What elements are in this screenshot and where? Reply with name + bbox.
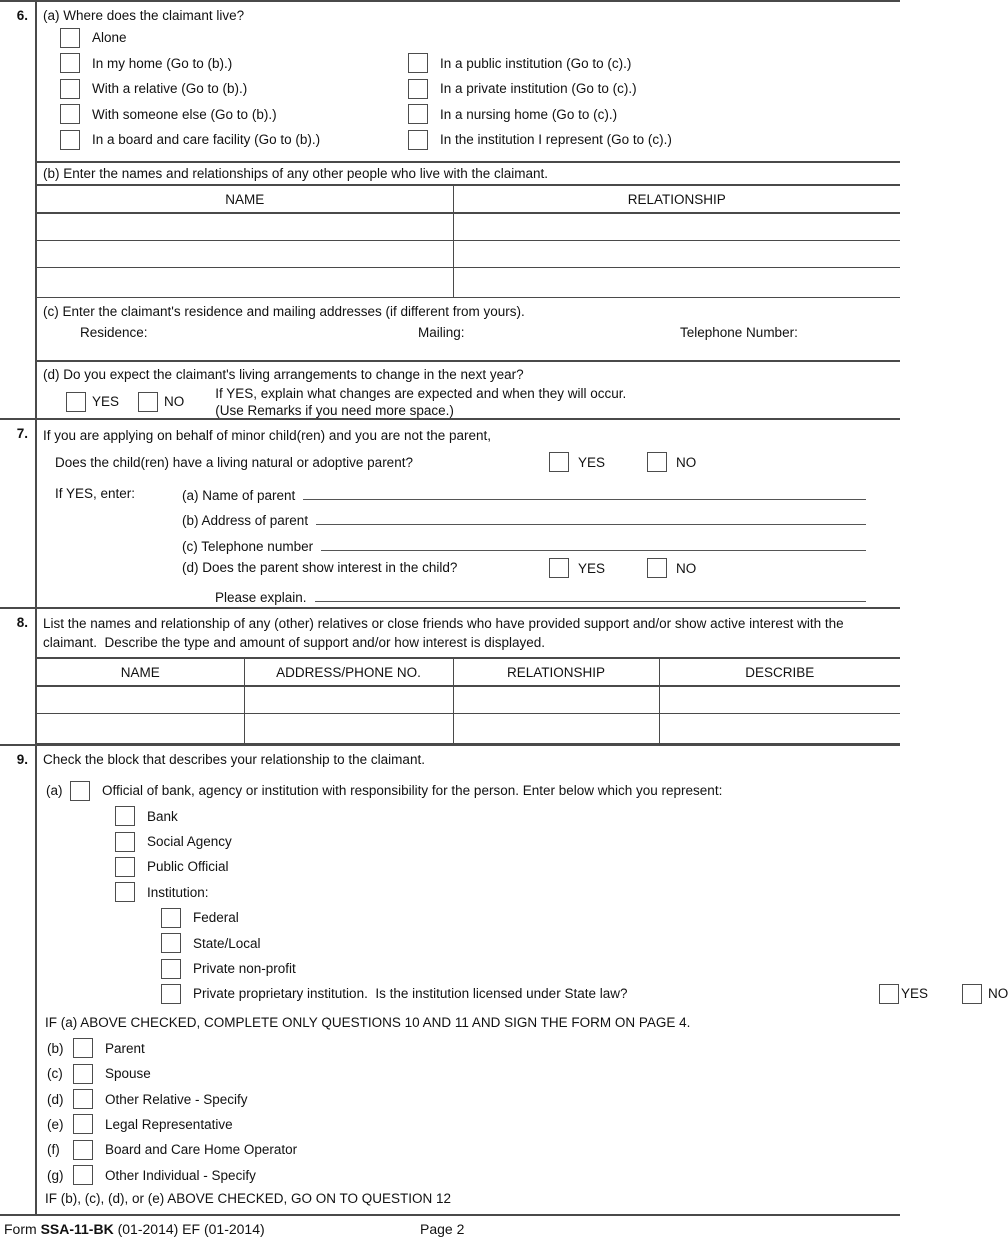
q9-option-state-local[interactable] <box>37 930 900 955</box>
q6a-block <box>37 2 900 161</box>
q6c-label: (c) Enter the claimant's residence and mailing addresses (if different from yours). <box>43 303 525 319</box>
q9-note-bg: IF (b), (c), (d), or (e) ABOVE CHECKED, GO ON TO QUESTION 12 <box>45 1191 452 1207</box>
q6d-label: (d) Do you expect the claimant's living arrangements to change in the next year? <box>43 366 524 382</box>
footer-form-rest: (01-2014) EF (01-2014) <box>117 1220 265 1237</box>
q7-no-group <box>647 452 696 472</box>
q7d-label: (d) Does the parent show interest in the child? <box>182 559 458 575</box>
please-explain-input[interactable] <box>315 601 866 602</box>
telephone-field-label[interactable]: Telephone Number: <box>680 324 798 340</box>
q6a-left-column <box>43 25 408 153</box>
question-9-content <box>37 746 1008 1214</box>
q8-col-address: ADDRESS/PHONE NO. <box>244 658 453 686</box>
checkbox-with-relative[interactable] <box>60 79 80 99</box>
page-footer <box>0 1221 900 1237</box>
q6b-relationship-cell[interactable] <box>453 240 900 267</box>
checkbox-alone[interactable] <box>60 28 80 48</box>
q6d-block <box>37 360 900 418</box>
footer-form-code: SSA-11-BK <box>40 1220 114 1237</box>
option-prefix: (b) <box>47 1040 64 1056</box>
q6c-block <box>37 298 900 360</box>
question-9 <box>0 744 1008 1214</box>
option-label: In my home (Go to (b).) <box>92 55 233 71</box>
table-row <box>37 713 900 743</box>
checkbox-state-local[interactable] <box>161 933 181 953</box>
checkbox-social-agency[interactable] <box>115 832 135 852</box>
q9-option-other-individual[interactable] <box>37 1163 900 1188</box>
option-label: Other Relative - Specify <box>105 1091 248 1107</box>
checkbox-licensed-no[interactable] <box>962 984 982 1004</box>
no-label: NO <box>676 454 697 470</box>
q8-describe-cell[interactable] <box>659 686 900 713</box>
option-label: Federal <box>193 910 239 926</box>
option-public-institution[interactable] <box>408 51 672 77</box>
option-prefix: (e) <box>47 1116 64 1132</box>
q6d-note <box>215 385 626 419</box>
yes-label: YES <box>901 986 929 1002</box>
checkbox-official[interactable] <box>70 781 90 801</box>
table-row <box>37 213 900 240</box>
yes-label: YES <box>92 394 120 409</box>
q8-name-cell[interactable] <box>37 686 244 713</box>
mailing-field-label[interactable]: Mailing: <box>418 324 465 340</box>
q8-col-describe: DESCRIBE <box>659 658 900 686</box>
q7a-row <box>37 479 900 505</box>
q8-relationship-cell[interactable] <box>453 686 659 713</box>
checkbox-q6d-yes[interactable] <box>66 392 86 412</box>
option-label: Spouse <box>105 1066 151 1082</box>
option-label: Board and Care Home Operator <box>105 1142 298 1158</box>
q6d-yes-no-row <box>43 385 900 419</box>
q9-proprietary-no-group <box>838 984 1008 1004</box>
checkbox-private-proprietary[interactable] <box>161 984 181 1004</box>
checkbox-in-my-home[interactable] <box>60 53 80 73</box>
option-label: State/Local <box>193 935 261 951</box>
option-prefix: (c) <box>47 1066 63 1082</box>
q6b-col-name: NAME <box>37 185 453 213</box>
no-label: NO <box>988 986 1008 1002</box>
checkbox-other-individual[interactable] <box>73 1165 93 1185</box>
q7c-label: (c) Telephone number <box>182 538 314 554</box>
q6b-col-relationship: RELATIONSHIP <box>453 185 900 213</box>
q6b-name-cell[interactable] <box>37 267 453 297</box>
name-of-parent-input[interactable] <box>303 499 866 500</box>
option-label: Private non-profit <box>193 961 296 977</box>
checkbox-private-institution[interactable] <box>408 79 428 99</box>
option-label: Bank <box>147 808 178 824</box>
q6b-relationship-cell[interactable] <box>453 267 900 297</box>
option-alone[interactable] <box>43 25 408 51</box>
q6b-relationship-cell[interactable] <box>453 213 900 240</box>
checkbox-nursing-home[interactable] <box>408 104 428 124</box>
q8-address-cell[interactable] <box>244 713 453 743</box>
option-label: Institution: <box>147 884 209 900</box>
q8-col-relationship: RELATIONSHIP <box>453 658 659 686</box>
checkbox-public-institution[interactable] <box>408 53 428 73</box>
question-9-number: 9. <box>0 746 37 1214</box>
q6b-name-cell[interactable] <box>37 213 453 240</box>
checkbox-with-someone-else[interactable] <box>60 104 80 124</box>
question-7 <box>0 418 900 608</box>
checkbox-spouse[interactable] <box>73 1064 93 1084</box>
question-7-content <box>37 420 900 608</box>
q7-question: Does the child(ren) have a living natural or adoptive parent? <box>55 454 413 470</box>
question-6-content <box>37 2 900 418</box>
q9-option-spouse[interactable] <box>37 1061 900 1086</box>
q7c-row <box>37 530 900 556</box>
q7-intro: If you are applying on behalf of minor child(ren) and you are not the parent, <box>43 427 492 443</box>
q6a-right-column <box>408 25 672 153</box>
q8-table <box>37 657 900 744</box>
footer-form-word: Form <box>4 1220 37 1237</box>
option-with-relative[interactable] <box>43 76 408 102</box>
option-label: Legal Representative <box>105 1116 233 1132</box>
q6a-label: (a) Where does the claimant live? <box>43 8 245 23</box>
option-label: Parent <box>105 1040 145 1056</box>
q6b-table <box>37 184 900 298</box>
checkbox-q7d-yes[interactable] <box>549 558 569 578</box>
q9-option-other-relative[interactable] <box>37 1086 900 1111</box>
checkbox-legal-representative[interactable] <box>73 1114 93 1134</box>
q9-option-a[interactable] <box>37 778 900 804</box>
table-row <box>37 686 900 713</box>
q7-explain-row <box>37 581 900 607</box>
q8-intro: List the names and relationship of any (other) relatives or close friends who have provided support and/or show active interest with the claimant. Describe the type and amount of support and/or how interest is displayed. <box>43 616 848 650</box>
option-prefix: (g) <box>47 1167 64 1183</box>
table-row <box>37 267 900 297</box>
q9-option-public-official[interactable] <box>37 854 900 879</box>
q7b-label: (b) Address of parent <box>182 513 309 528</box>
q9a-label: Official of bank, agency or institution with responsibility for the person. Enter below which you represent: <box>102 783 723 798</box>
q8-name-cell[interactable] <box>37 713 244 743</box>
q7a-label: (a) Name of parent <box>182 487 296 503</box>
telephone-number-input[interactable] <box>321 550 866 551</box>
option-label: Public Official <box>147 859 229 875</box>
q9-proprietary-label: Private proprietary institution. Is the institution licensed under State law? <box>193 986 628 1002</box>
option-label: Other Individual - Specify <box>105 1167 256 1183</box>
q9-option-board-care-operator[interactable] <box>37 1137 900 1162</box>
checkbox-parent[interactable] <box>73 1038 93 1058</box>
q7-parent-question-row <box>37 450 900 476</box>
question-7-number: 7. <box>0 420 37 608</box>
q7d-no-group <box>647 558 696 578</box>
q9-option-bank[interactable] <box>37 804 900 829</box>
q8-address-cell[interactable] <box>244 686 453 713</box>
option-in-my-home[interactable] <box>43 51 408 77</box>
q9-intro: Check the block that describes your relationship to the claimant. <box>43 751 425 767</box>
option-label: With someone else (Go to (b).) <box>92 106 277 122</box>
checkbox-federal[interactable] <box>161 908 181 928</box>
checkbox-q6d-no[interactable] <box>138 392 158 412</box>
yes-label: YES <box>578 454 606 470</box>
option-with-someone-else[interactable] <box>43 102 408 128</box>
option-label: In a board and care facility (Go to (b).) <box>92 132 321 148</box>
q6b-name-cell[interactable] <box>37 240 453 267</box>
option-label: In the institution I represent (Go to (c).) <box>440 132 672 148</box>
checkbox-private-nonprofit[interactable] <box>161 959 181 979</box>
no-label: NO <box>164 394 185 409</box>
q8-relationship-cell[interactable] <box>453 713 659 743</box>
option-nursing-home[interactable] <box>408 102 672 128</box>
footer-page-number: Page 2 <box>420 1220 465 1237</box>
question-8-content <box>37 609 900 744</box>
residence-field-label[interactable]: Residence: <box>80 324 148 340</box>
q6d-note-line1: If YES, explain what changes are expected and when they will occur. <box>215 385 627 401</box>
yes-label: YES <box>578 560 606 576</box>
q8-col-name: NAME <box>37 658 244 686</box>
q9-option-federal[interactable] <box>37 905 900 930</box>
question-8 <box>0 607 900 744</box>
checkbox-q7-yes[interactable] <box>549 452 569 472</box>
option-label: In a public institution (Go to (c).) <box>440 55 632 71</box>
option-prefix: (d) <box>47 1091 64 1107</box>
q6d-note-line2: (Use Remarks if you need more space.) <box>215 402 454 418</box>
q6c-fields <box>43 325 900 345</box>
option-label: With a relative (Go to (b).) <box>92 81 248 97</box>
q9-option-legal-representative[interactable] <box>37 1112 900 1137</box>
checkbox-bank[interactable] <box>115 806 135 826</box>
checkbox-institution-i-represent[interactable] <box>408 130 428 150</box>
checkbox-other-relative[interactable] <box>73 1089 93 1109</box>
q7-explain-label: Please explain. <box>215 590 307 605</box>
q7-yes-group <box>549 452 605 472</box>
question-8-number: 8. <box>0 609 37 744</box>
option-prefix: (f) <box>47 1142 60 1158</box>
q9-note-a: IF (a) ABOVE CHECKED, COMPLETE ONLY QUESTIONS 10 AND 11 AND SIGN THE FORM ON PAGE 4. <box>45 1015 691 1031</box>
q7d-yes-group <box>549 558 605 578</box>
option-label: In a private institution (Go to (c).) <box>440 81 637 97</box>
checkbox-public-official[interactable] <box>115 857 135 877</box>
option-label: In a nursing home (Go to (c).) <box>440 106 618 122</box>
q7-if-yes-label: If YES, enter: <box>55 485 136 501</box>
table-row <box>37 240 900 267</box>
address-of-parent-input[interactable] <box>316 524 866 525</box>
option-board-care-facility[interactable] <box>43 127 408 153</box>
no-label: NO <box>676 560 697 576</box>
checkbox-board-care-operator[interactable] <box>73 1140 93 1160</box>
checkbox-board-care-facility[interactable] <box>60 130 80 150</box>
option-institution-i-represent[interactable] <box>408 127 672 153</box>
option-label: Social Agency <box>147 834 232 850</box>
q9-option-institution[interactable] <box>37 880 900 905</box>
q9a-prefix: (a) <box>46 783 63 798</box>
q9-option-social-agency[interactable] <box>37 829 900 854</box>
checkbox-q7-no[interactable] <box>647 452 667 472</box>
question-6 <box>0 2 900 418</box>
checkbox-institution[interactable] <box>115 882 135 902</box>
q6b-label: (b) Enter the names and relationships of any other people who live with the claimant. <box>37 161 900 184</box>
q9-option-parent[interactable] <box>37 1036 900 1061</box>
question-6-number: 6. <box>0 2 37 418</box>
option-private-institution[interactable] <box>408 76 672 102</box>
q7b-row <box>37 505 900 531</box>
q9-option-private-nonprofit[interactable] <box>37 956 900 981</box>
checkbox-q7d-no[interactable] <box>647 558 667 578</box>
q8-describe-cell[interactable] <box>659 713 900 743</box>
q6a-options <box>43 25 900 153</box>
q7d-row <box>37 556 900 582</box>
q9-option-private-proprietary[interactable] <box>37 981 1008 1006</box>
option-label: Alone <box>92 30 127 46</box>
